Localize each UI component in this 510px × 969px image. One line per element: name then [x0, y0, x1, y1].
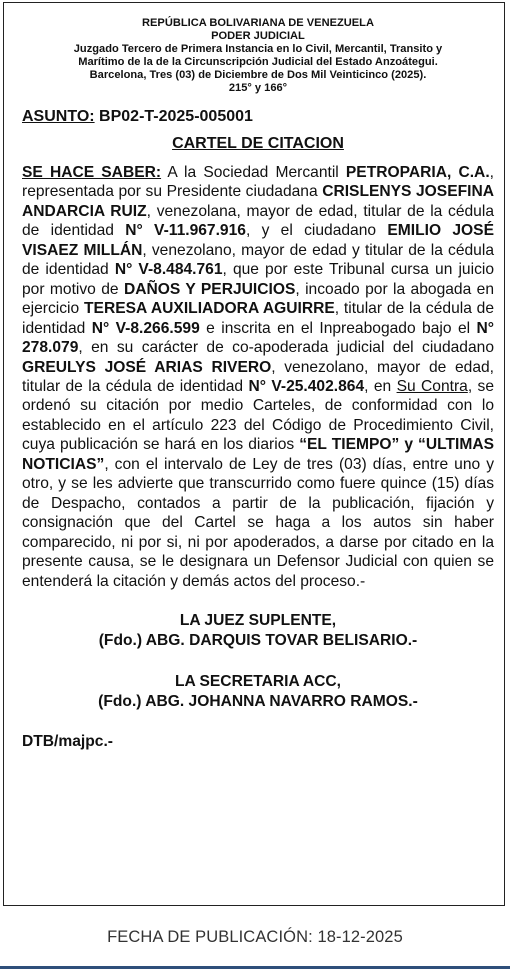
body-text: , titular de la cédula de identidad: [22, 300, 495, 337]
publication-date: FECHA DE PUBLICACIÓN: 18-12-2025: [107, 928, 403, 946]
case-number: [22, 108, 494, 126]
notice-frame: [3, 2, 505, 906]
body-text: , venezolano, mayor de edad, titular de la cédula de identidad: [22, 358, 494, 395]
body-text: , venezolano, mayor de edad y titular de la cédula de identidad: [22, 241, 494, 279]
company-name: PETROPARIA, C.A.: [345, 164, 490, 181]
case-value: BP02-T-2025-005001: [94, 108, 253, 125]
su-contra: Su Contra: [396, 377, 468, 395]
case-label: ASUNTO:: [22, 108, 95, 125]
body-text: , que por este Tribunal cursa un juicio por motivo de: [22, 261, 495, 298]
inpreabogado-number: N° 278.079: [22, 319, 495, 357]
initials: DTB/majpc.-: [22, 732, 113, 750]
court-header: [22, 17, 494, 95]
id-number: N° V-11.967.916: [125, 222, 246, 240]
citizen-name: EMILIO JOSÉ VISAEZ MILLÁN: [22, 222, 494, 259]
body-text: , se ordenó su citación por medio Carteles, de conformidad con lo establecido en el artículo 223 del Código de Procedimiento Civil, cuya publicación se hará en los diarios: [22, 377, 495, 454]
client-name: GREULYS JOSÉ ARIAS RIVERO: [22, 358, 272, 376]
header-line-4: Marítimo de la de la Circunscripción Judicial del Estado Anzoátegui.: [78, 56, 438, 68]
body-text: e inscrita en el Inpreabogado bajo el: [199, 319, 477, 337]
judge-name: (Fdo.) ABG. DARQUIS TOVAR BELISARIO.-: [98, 632, 418, 650]
newspapers: “EL TIEMPO” y “ULTIMAS NOTICIAS”: [22, 436, 494, 473]
secretary-name: (Fdo.) ABG. JOHANNA NAVARRO RAMOS.-: [98, 693, 418, 711]
judge-signature: [22, 611, 494, 652]
header-line-1: REPÚBLICA BOLIVARIANA DE VENEZUELA: [142, 17, 374, 29]
body-text: , y el ciudadano: [245, 222, 388, 240]
header-line-5: Barcelona, Tres (03) de Diciembre de Dos Mil Veinticinco (2025).: [89, 69, 427, 81]
header-line-6: 215° y 166°: [228, 82, 288, 94]
header-line-2: PODER JUDICIAL: [211, 30, 305, 42]
body-text: , incoado por la abogada en ejercicio: [22, 280, 494, 318]
attorney-name: TERESA AUXILIADORA AGUIRRE: [84, 300, 335, 318]
notice-title: CARTEL DE CITACION: [172, 135, 344, 152]
body-text: , venezolana, mayor de edad, titular de la cédula de identidad: [22, 202, 494, 240]
id-number: N° V-25.402.864: [248, 377, 365, 395]
header-line-3: Juzgado Tercero de Primera Instancia en lo Civil, Mercantil, Transito y: [73, 43, 443, 55]
notice-content: [22, 17, 494, 751]
body-text: A la Sociedad Mercantil: [161, 164, 346, 181]
notice-body: [22, 163, 494, 591]
id-number: N° V-8.484.761: [114, 261, 223, 279]
secretary-signature: [22, 672, 494, 713]
body-text: , en: [364, 377, 397, 395]
body-lead: SE HACE SABER:: [22, 164, 162, 181]
body-text: , con el intervalo de Ley de tres (03) días, entre uno y otro, y se les advierte que transcurrido como fuere quince (15) días de Despacho, contados a partir de la publicación, fijación y consignación que del Cartel se haga a los autos sin haber comparecido, ni por si, ni por apoderados, a darse por citado en la presente causa, se le designara un Defensor Judicial con quien se entenderá la citación y demás actos del proceso.-: [22, 455, 494, 590]
secretary-title: LA SECRETARIA ACC,: [174, 672, 342, 690]
case-matter: DAÑOS Y PERJUICIOS: [123, 280, 296, 298]
president-name: CRISLENYS JOSEFINA ANDARCIA RUIZ: [22, 183, 494, 220]
body-text: , representada por su Presidente ciudadana: [22, 164, 494, 201]
judge-title: LA JUEZ SUPLENTE,: [179, 611, 337, 629]
body-text: , en su carácter de co-apoderada judicial del ciudadano: [78, 339, 494, 357]
id-number: N° V-8.266.599: [91, 319, 200, 337]
